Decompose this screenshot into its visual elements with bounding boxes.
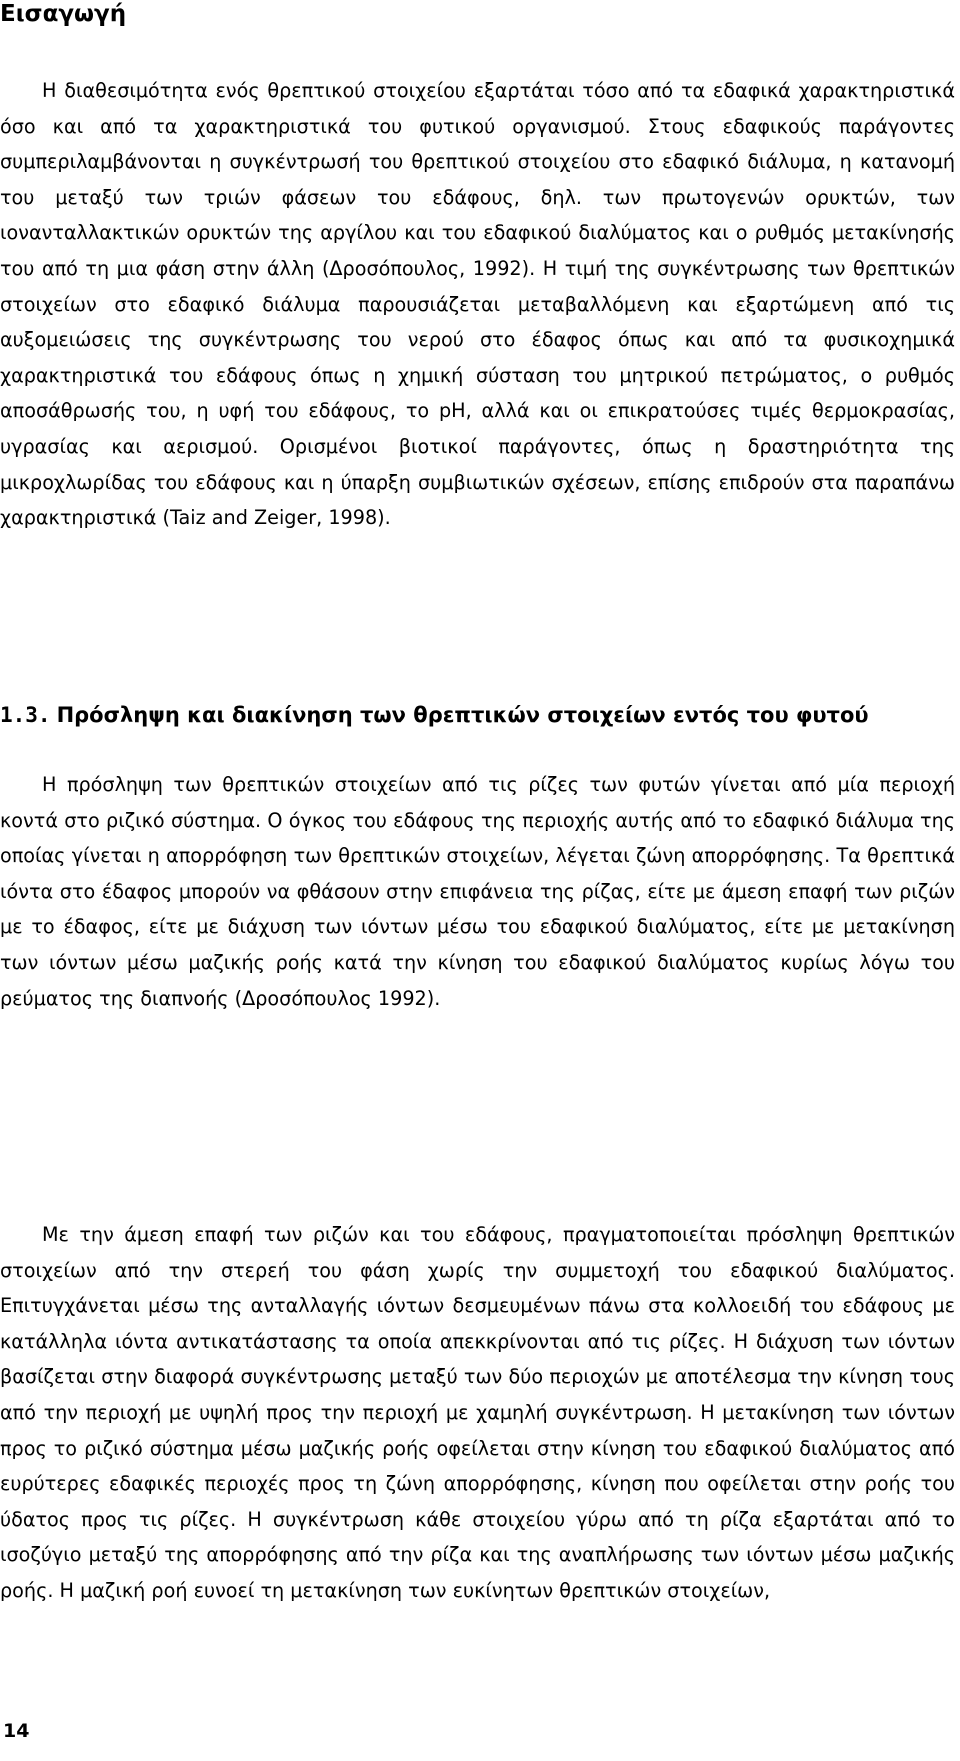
page-number: 14 [3,1720,30,1742]
intro-paragraph: Η διαθεσιμότητα ενός θρεπτικού στοιχείου εξαρτάται τόσο από τα εδαφικά χαρακτηριστικά όσο και από τα χαρακτηριστικά του φυτικού οργανισμού. Στους εδαφικούς παράγοντες συμπεριλαμβάνονται η συγκέντρωσή του θρεπτικού στοιχείου στο εδαφικό διάλυμα, η κατανομή του μεταξύ των τριών φάσεων του εδάφους, δηλ. των πρωτογενών ορυκτών, των ιονανταλλακτικών ορυκτών της αργίλου και του εδαφικού διαλύματος και ο ρυθμός μετακίνησής του από τη μια φάση στην άλλη (Δροσόπουλος, 1992). Η τιμή της συγκέντρωσης των θρεπτικών στοιχείων στο εδαφικό διάλυμα παρουσιάζεται μεταβαλλόμενη και εξαρτώμενη από τις αυξομειώσεις της συγκέντρωσης του νερού στο έδαφος όπως και από τα φυσικοχημικά χαρακτηριστικά του εδάφους όπως η χημική σύσταση του μητρικού πετρώματος, ο ρυθμός αποσάθρωσής του, η υφή του εδάφους, το pH, αλλά και οι επικρατούσες τιμές θερμοκρασίας, υγρασίας και αερισμού. Ορισμένοι βιοτικοί παράγοντες, όπως η δραστηριότητα της μικροχλωρίδας του εδάφους και η ύπαρξη συμβιωτικών σχέσεων, επίσης επιδρούν στα παραπάνω χαρακτηριστικά (Taiz and Zeiger, 1998). [0,79,955,530]
section-number: 1.3. [0,703,51,727]
section-title: Πρόσληψη και διακίνηση των θρεπτικών στοιχείων εντός του φυτού [56,703,869,727]
section-heading [0,697,955,734]
uptake-paragraph: Η πρόσληψη των θρεπτικών στοιχείων από τις ρίζες των φυτών γίνεται από μία περιοχή κοντά στο ριζικό σύστημα. Ο όγκος του εδάφους της περιοχής αυτής από το εδαφικό διάλυμα της οποίας γίνεται η απορρόφηση των θρεπτικών στοιχείων, λέγεται ζώνη απορρόφησης. Τα θρεπτικά ιόντα στο έδαφος μπορούν να φθάσουν στην επιφάνεια της ρίζας, είτε με άμεση επαφή των ριζών με το έδαφος, είτε με διάχυση των ιόντων μέσω του εδαφικού διαλύματος, είτε με μετακίνηση των ιόντων μέσω μαζικής ροής κατά την κίνηση του εδαφικού διαλύματος κυρίως λόγω του ρεύματος της διαπνοής (Δροσόπουλος 1992). [0,773,955,1010]
contact-paragraph: Με την άμεση επαφή των ριζών και του εδάφους, πραγματοποιείται πρόσληψη θρεπτικών στοιχείων από την στερεή του φάση χωρίς την συμμετοχή του εδαφικού διαλύματος. Επιτυγχάνεται μέσω της ανταλλαγής ιόντων δεσμευμένων πάνω στα κολλοειδή του εδάφους με κατάλληλα ιόντα αντικατάστασης τα οποία απεκκρίνονται από τις ρίζες. Η διάχυση των ιόντων βασίζεται στην διαφορά συγκέντρωσης μεταξύ των δύο περιοχών με αποτέλεσμα την κίνηση τους από την περιοχή με υψηλή προς την περιοχή με χαμηλή συγκέντρωση. Η μετακίνηση των ιόντων προς το ριζικό σύστημα μέσω μαζικής ροής οφείλεται στην κίνηση του εδαφικού διαλύματος από ευρύτερες εδαφικές περιοχές προς τη ζώνη απορρόφησης, κίνηση που οφείλεται στην ροής του ύδατος προς τις ρίζες. Η συγκέντρωση κάθε στοιχείου γύρω από τη ρίζα εξαρτάται από το ισοζύγιο μεταξύ της απορρόφησης από την ρίζα και της αναπλήρωσης των ιόντων μέσω μαζικής ροής. Η μαζική ροή ευνοεί τη μετακίνηση των ευκίνητων θρεπτικών στοιχείων, [0,1223,955,1602]
intro-title: Εισαγωγή [0,1,127,27]
